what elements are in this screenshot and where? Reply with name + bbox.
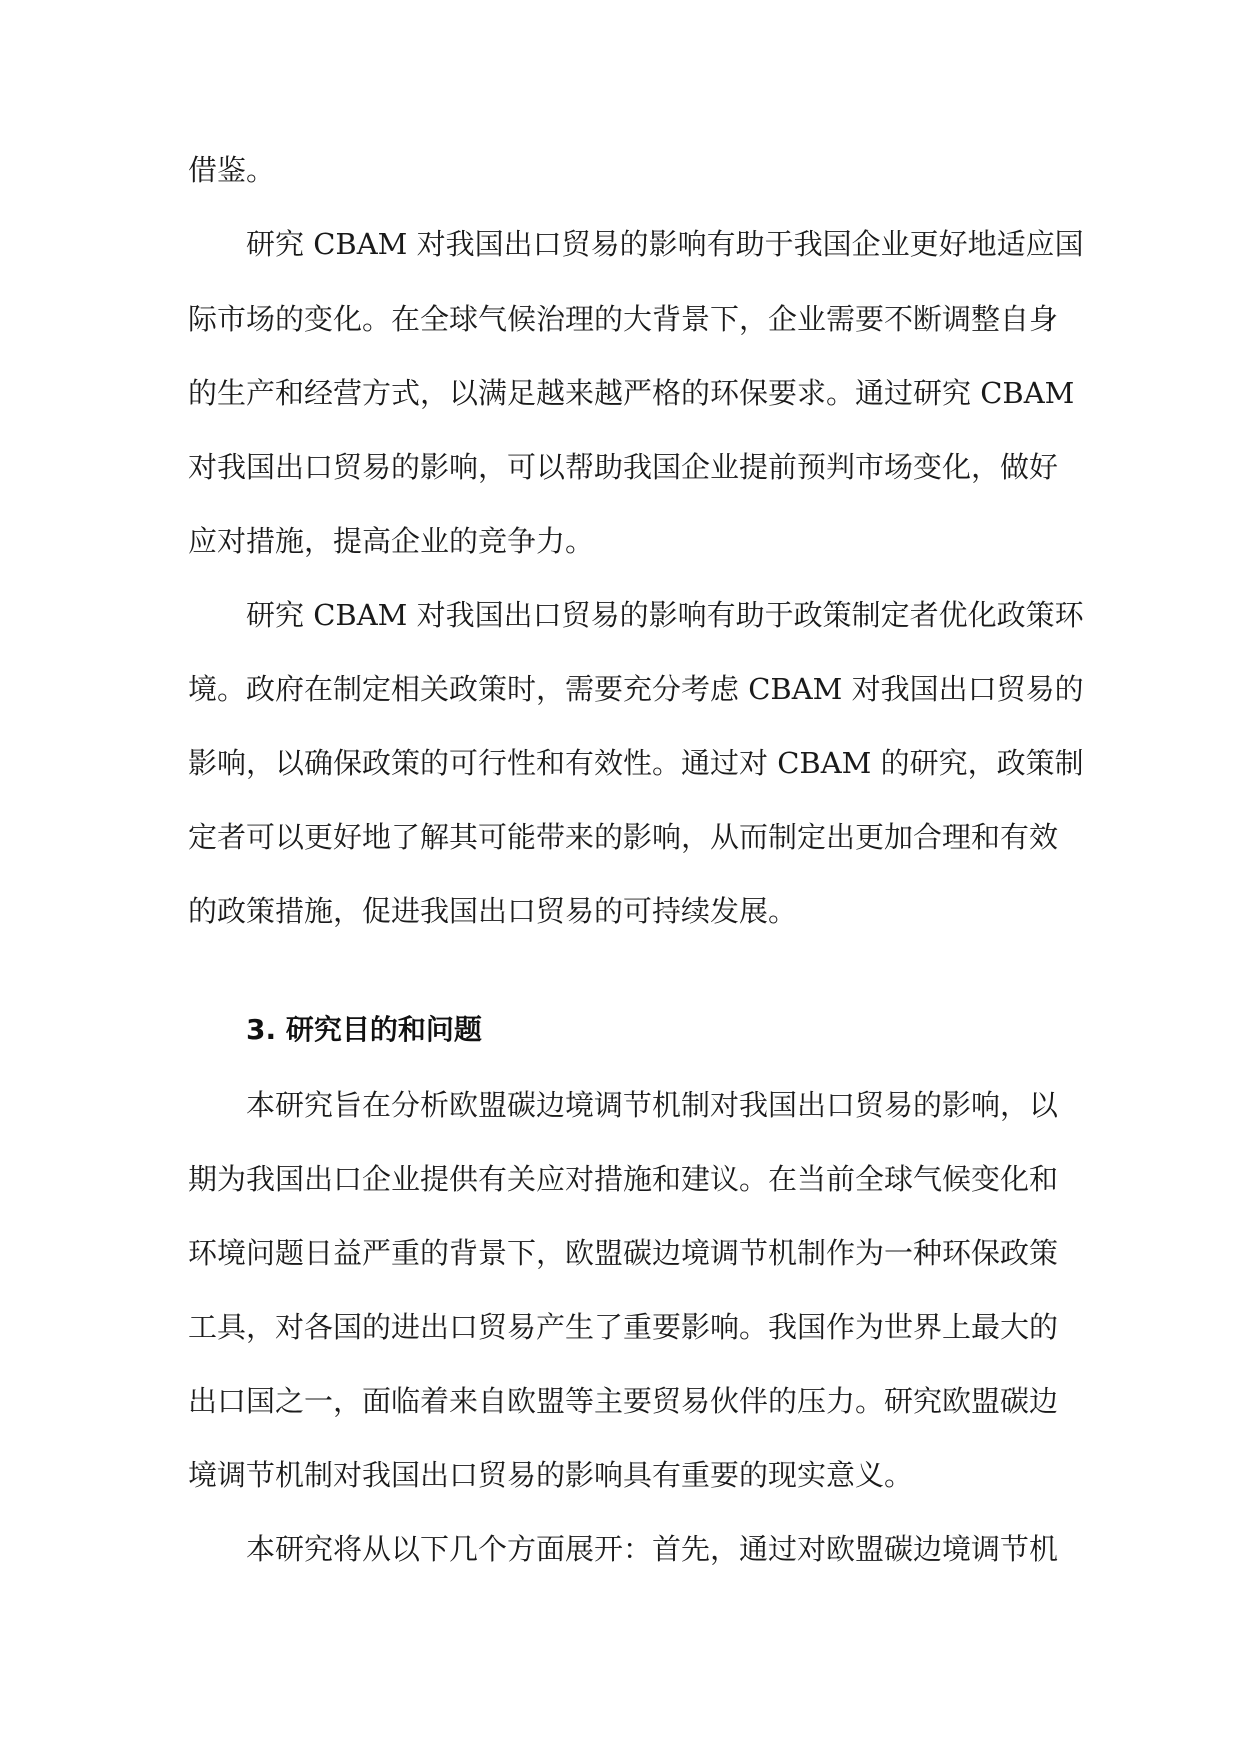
paragraph-line: 期为我国出口企业提供有关应对措施和建议。在当前全球气候变化和 [188,1162,1059,1196]
paragraph-line: 应对措施，提高企业的竞争力。 [188,524,595,558]
paragraph-line: 境。政府在制定相关政策时，需要充分考虑 CBAM 对我国出口贸易的 [188,672,1084,706]
paragraph-line: 影响，以确保政策的可行性和有效性。通过对 CBAM 的研究，政策制 [188,746,1084,780]
paragraph-line: 本研究将从以下几个方面展开：首先，通过对欧盟碳边境调节机 [246,1532,1059,1566]
paragraph-line: 际市场的变化。在全球气候治理的大背景下，企业需要不断调整自身 [188,302,1059,336]
paragraph-line: 的政策措施，促进我国出口贸易的可持续发展。 [188,894,798,928]
paragraph-line: 境调节机制对我国出口贸易的影响具有重要的现实意义。 [188,1458,914,1492]
paragraph-line: 环境问题日益严重的背景下，欧盟碳边境调节机制作为一种环保政策 [188,1236,1059,1270]
paragraph-line: 出口国之一，面临着来自欧盟等主要贸易伙伴的压力。研究欧盟碳边 [188,1384,1059,1418]
paragraph-line: 研究 CBAM 对我国出口贸易的影响有助于政策制定者优化政策环 [246,598,1084,632]
section-heading: 3. 研究目的和问题 [246,1013,482,1046]
paragraph-line: 工具，对各国的进出口贸易产生了重要影响。我国作为世界上最大的 [188,1310,1059,1344]
paragraph-line: 的生产和经营方式，以满足越来越严格的环保要求。通过研究 CBAM [188,376,1075,410]
paragraph-line: 本研究旨在分析欧盟碳边境调节机制对我国出口贸易的影响，以 [246,1088,1059,1122]
paragraph-line: 定者可以更好地了解其可能带来的影响，从而制定出更加合理和有效 [188,820,1059,854]
paragraph-line: 借鉴。 [188,153,276,187]
paragraph-line: 研究 CBAM 对我国出口贸易的影响有助于我国企业更好地适应国 [246,227,1084,261]
paragraph-line: 对我国出口贸易的影响，可以帮助我国企业提前预判市场变化，做好 [188,450,1059,484]
